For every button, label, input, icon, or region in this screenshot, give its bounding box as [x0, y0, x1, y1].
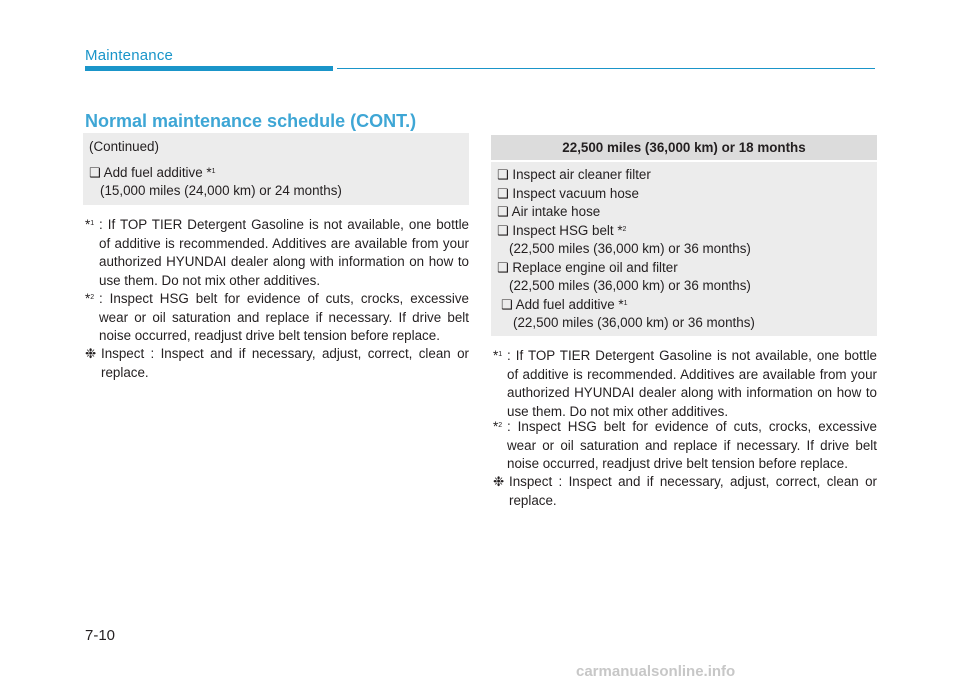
footnote-ref: 1	[623, 299, 628, 307]
checklist-item	[497, 185, 639, 203]
inspect-note	[85, 345, 469, 382]
footnote-marker: *$^2$	[493, 419, 503, 434]
header-rule-thick	[85, 66, 333, 71]
section-label: Maintenance	[85, 47, 174, 64]
checklist-item	[89, 164, 216, 182]
footnote-marker: *$^1$	[493, 348, 503, 363]
checkbox-icon: ❑	[497, 222, 509, 238]
checklist-item-label: Inspect HSG belt *	[512, 222, 623, 238]
footnote-marker: *$^2$	[85, 291, 95, 306]
footnote-1	[85, 216, 469, 290]
footnote-ref: 1	[211, 168, 216, 175]
checklist-item-interval: (22,500 miles (36,000 km) or 36 months)	[513, 315, 755, 330]
continued-schedule-box	[83, 133, 469, 205]
checkbox-icon: ❑	[497, 259, 509, 275]
footnote-ref: 2	[622, 225, 627, 233]
checklist-item-interval: (22,500 miles (36,000 km) or 36 months)	[509, 241, 751, 256]
checkbox-icon: ❑	[501, 296, 513, 312]
footnote-text: : If TOP TIER Detergent Gasoline is not available, one bottle of additive is recommended. Additives are available from your authorized HYUNDAI dealer along with information on how to use them. Do not mix other additives.	[507, 348, 877, 419]
checklist-item-label: Replace engine oil and filter	[512, 259, 678, 275]
inspect-note	[493, 473, 877, 510]
footnote-1	[493, 347, 877, 421]
footnote-2	[493, 418, 877, 474]
inspect-note-text: Inspect : Inspect and if necessary, adjust, correct, clean or replace.	[101, 346, 469, 380]
watermark: carmanualsonline.info	[576, 663, 736, 680]
note-marker-icon: ❉	[85, 346, 97, 361]
checklist-item	[501, 296, 628, 314]
checklist-item-interval: (22,500 miles (36,000 km) or 36 months)	[509, 278, 751, 293]
checkbox-icon: ❑	[497, 185, 509, 201]
checklist-item	[497, 203, 600, 221]
page-title: Normal maintenance schedule (CONT.)	[85, 111, 417, 131]
checklist-item-interval: (15,000 miles (24,000 km) or 24 months)	[100, 183, 342, 198]
header-rule-thin	[337, 68, 875, 69]
checklist-item	[497, 259, 678, 277]
checklist-item-label: Inspect air cleaner filter	[512, 167, 651, 182]
checklist-item-label: Air intake hose	[511, 204, 601, 219]
interval-schedule-box	[491, 162, 877, 336]
checkbox-icon: ❑	[497, 167, 509, 182]
footnote-marker: *$^1$	[85, 217, 95, 232]
footnote-2	[85, 290, 469, 346]
inspect-note-text: Inspect : Inspect and if necessary, adjust, correct, clean or replace.	[509, 474, 877, 508]
checklist-item-label: Inspect vacuum hose	[512, 185, 639, 201]
note-marker-icon: ❉	[493, 474, 505, 489]
footnote-text: : Inspect HSG belt for evidence of cuts, crocks, excessive wear or oil saturation and replace if necessary. If drive belt noise occurred, readjust drive belt tension before replace.	[507, 419, 877, 471]
checkbox-icon: ❑	[497, 204, 509, 219]
footnote-text: : Inspect HSG belt for evidence of cuts, crocks, excessive wear or oil saturation and replace if necessary. If drive belt noise occurred, readjust drive belt tension before replace.	[99, 291, 469, 343]
checklist-item-label: Add fuel additive *	[103, 165, 212, 180]
continued-label: (Continued)	[89, 139, 159, 154]
checklist-item	[497, 222, 626, 240]
checklist-item-label: Add fuel additive *	[515, 296, 624, 312]
checkbox-icon: ❑	[89, 165, 101, 180]
interval-header: 22,500 miles (36,000 km) or 18 months	[491, 135, 877, 160]
checklist-item	[497, 166, 651, 184]
footnote-text: : If TOP TIER Detergent Gasoline is not available, one bottle of additive is recommended. Additives are available from your authorized HYUNDAI dealer along with information on how to use them. Do not mix other additives.	[99, 217, 469, 288]
page-number: 7-10	[85, 627, 116, 644]
